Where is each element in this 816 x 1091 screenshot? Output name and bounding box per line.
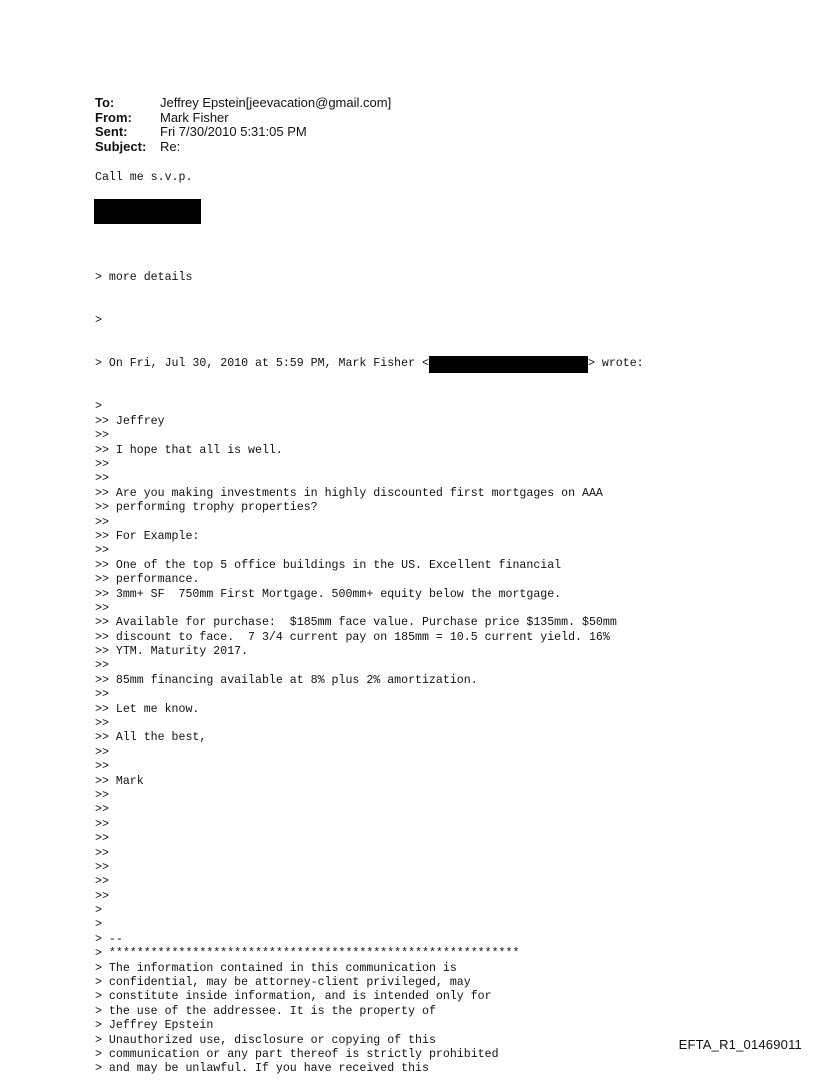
quoted-line: >> bbox=[95, 846, 109, 860]
quoted-line: >> bbox=[95, 875, 109, 889]
quoted-line: >> bbox=[95, 745, 109, 759]
quoted-line: >> performance. bbox=[95, 573, 200, 587]
quoted-line: >> All the best, bbox=[95, 731, 207, 745]
to-row bbox=[95, 96, 391, 111]
wrote-prefix: > On Fri, Jul 30, 2010 at 5:59 PM, Mark Fisher < bbox=[95, 357, 429, 371]
quoted-line: >> bbox=[95, 601, 109, 615]
quoted-line: > The information contained in this communication is bbox=[95, 961, 457, 975]
quoted-line: >> discount to face. 7 3/4 current pay on 185mm = 10.5 current yield. 16% bbox=[95, 630, 610, 644]
quoted-line: >> Available for purchase: $185mm face value. Purchase price $135mm. $50mm bbox=[95, 616, 617, 630]
redaction-block bbox=[94, 199, 201, 224]
wrote-suffix: > wrote: bbox=[587, 357, 644, 371]
from-label: From: bbox=[95, 109, 132, 125]
subject-label: Subject: bbox=[95, 138, 147, 154]
opening-line: Call me s.v.p. bbox=[95, 171, 193, 184]
quoted-line: >> 85mm financing available at 8% plus 2% amortization. bbox=[95, 673, 478, 687]
to-value: Jeffrey Epstein[jeevacation@gmail.com] bbox=[160, 95, 392, 110]
quoted-line: >> bbox=[95, 429, 109, 443]
quoted-line: >> bbox=[95, 717, 109, 731]
quoted-line: >> bbox=[95, 688, 109, 702]
quoted-line: > bbox=[95, 314, 102, 328]
quoted-line: >> bbox=[95, 860, 109, 874]
quoted-line: >> Let me know. bbox=[95, 702, 200, 716]
quoted-line: > Unauthorized use, disclosure or copying of this bbox=[95, 1033, 436, 1047]
quoted-line: >> bbox=[95, 472, 109, 486]
quoted-line: > more details bbox=[95, 270, 193, 284]
quoted-line: >> Jeffrey bbox=[95, 414, 165, 428]
from-row bbox=[95, 111, 391, 126]
quoted-line: >> bbox=[95, 889, 109, 903]
quoted-line: > and may be unlawful. If you have received this bbox=[95, 1062, 429, 1076]
quoted-line: >> YTM. Maturity 2017. bbox=[95, 645, 249, 659]
quoted-line: >> bbox=[95, 760, 109, 774]
quoted-message bbox=[95, 242, 644, 1091]
wrote-line bbox=[95, 357, 644, 371]
quoted-line: >> I hope that all is well. bbox=[95, 443, 283, 457]
quoted-line: >> Mark bbox=[95, 774, 144, 788]
quoted-line: >> For Example: bbox=[95, 529, 200, 543]
subject-row bbox=[95, 140, 391, 155]
quoted-line: >> bbox=[95, 544, 109, 558]
from-value: Mark Fisher bbox=[160, 109, 229, 125]
quoted-line: >> bbox=[95, 659, 109, 673]
sent-row bbox=[95, 125, 391, 140]
quoted-line: >> One of the top 5 office buildings in the US. Excellent financial bbox=[95, 558, 562, 572]
sent-value: Fri 7/30/2010 5:31:05 PM bbox=[160, 124, 307, 139]
quoted-line: > communication or any part thereof is strictly prohibited bbox=[95, 1048, 499, 1061]
document-id: EFTA_R1_01469011 bbox=[678, 1037, 802, 1052]
quoted-line: >> bbox=[95, 803, 109, 817]
quoted-line: > confidential, may be attorney-client privileged, may bbox=[95, 976, 471, 990]
quoted-line: > Jeffrey Epstein bbox=[95, 1019, 214, 1033]
subject-value: Re: bbox=[160, 138, 181, 154]
quoted-line: > bbox=[95, 400, 102, 414]
email-header bbox=[95, 96, 391, 154]
quoted-line: > -- bbox=[95, 932, 123, 946]
quoted-line: >> bbox=[95, 457, 109, 471]
quoted-lines bbox=[95, 400, 644, 1076]
quoted-line: >> bbox=[95, 832, 109, 846]
redaction-email bbox=[429, 356, 588, 373]
quoted-line: > bbox=[95, 918, 102, 932]
quoted-line: >> 3mm+ SF 750mm First Mortgage. 500mm+ equity below the mortgage. bbox=[95, 587, 562, 601]
quoted-line: >> Are you making investments in highly discounted first mortgages on AAA bbox=[95, 486, 603, 500]
quoted-line: > bbox=[95, 904, 102, 918]
quoted-line: > constitute inside information, and is intended only for bbox=[95, 990, 492, 1004]
sent-label: Sent: bbox=[95, 124, 128, 139]
quoted-line: > the use of the addressee. It is the property of bbox=[95, 1004, 436, 1018]
quoted-line: >> performing trophy properties? bbox=[95, 501, 318, 515]
quoted-line: >> bbox=[95, 817, 109, 831]
quoted-line: >> bbox=[95, 788, 109, 802]
to-label: To: bbox=[95, 95, 115, 110]
quoted-line: > *********************************************************** bbox=[95, 947, 520, 961]
quoted-line: >> bbox=[95, 515, 109, 529]
